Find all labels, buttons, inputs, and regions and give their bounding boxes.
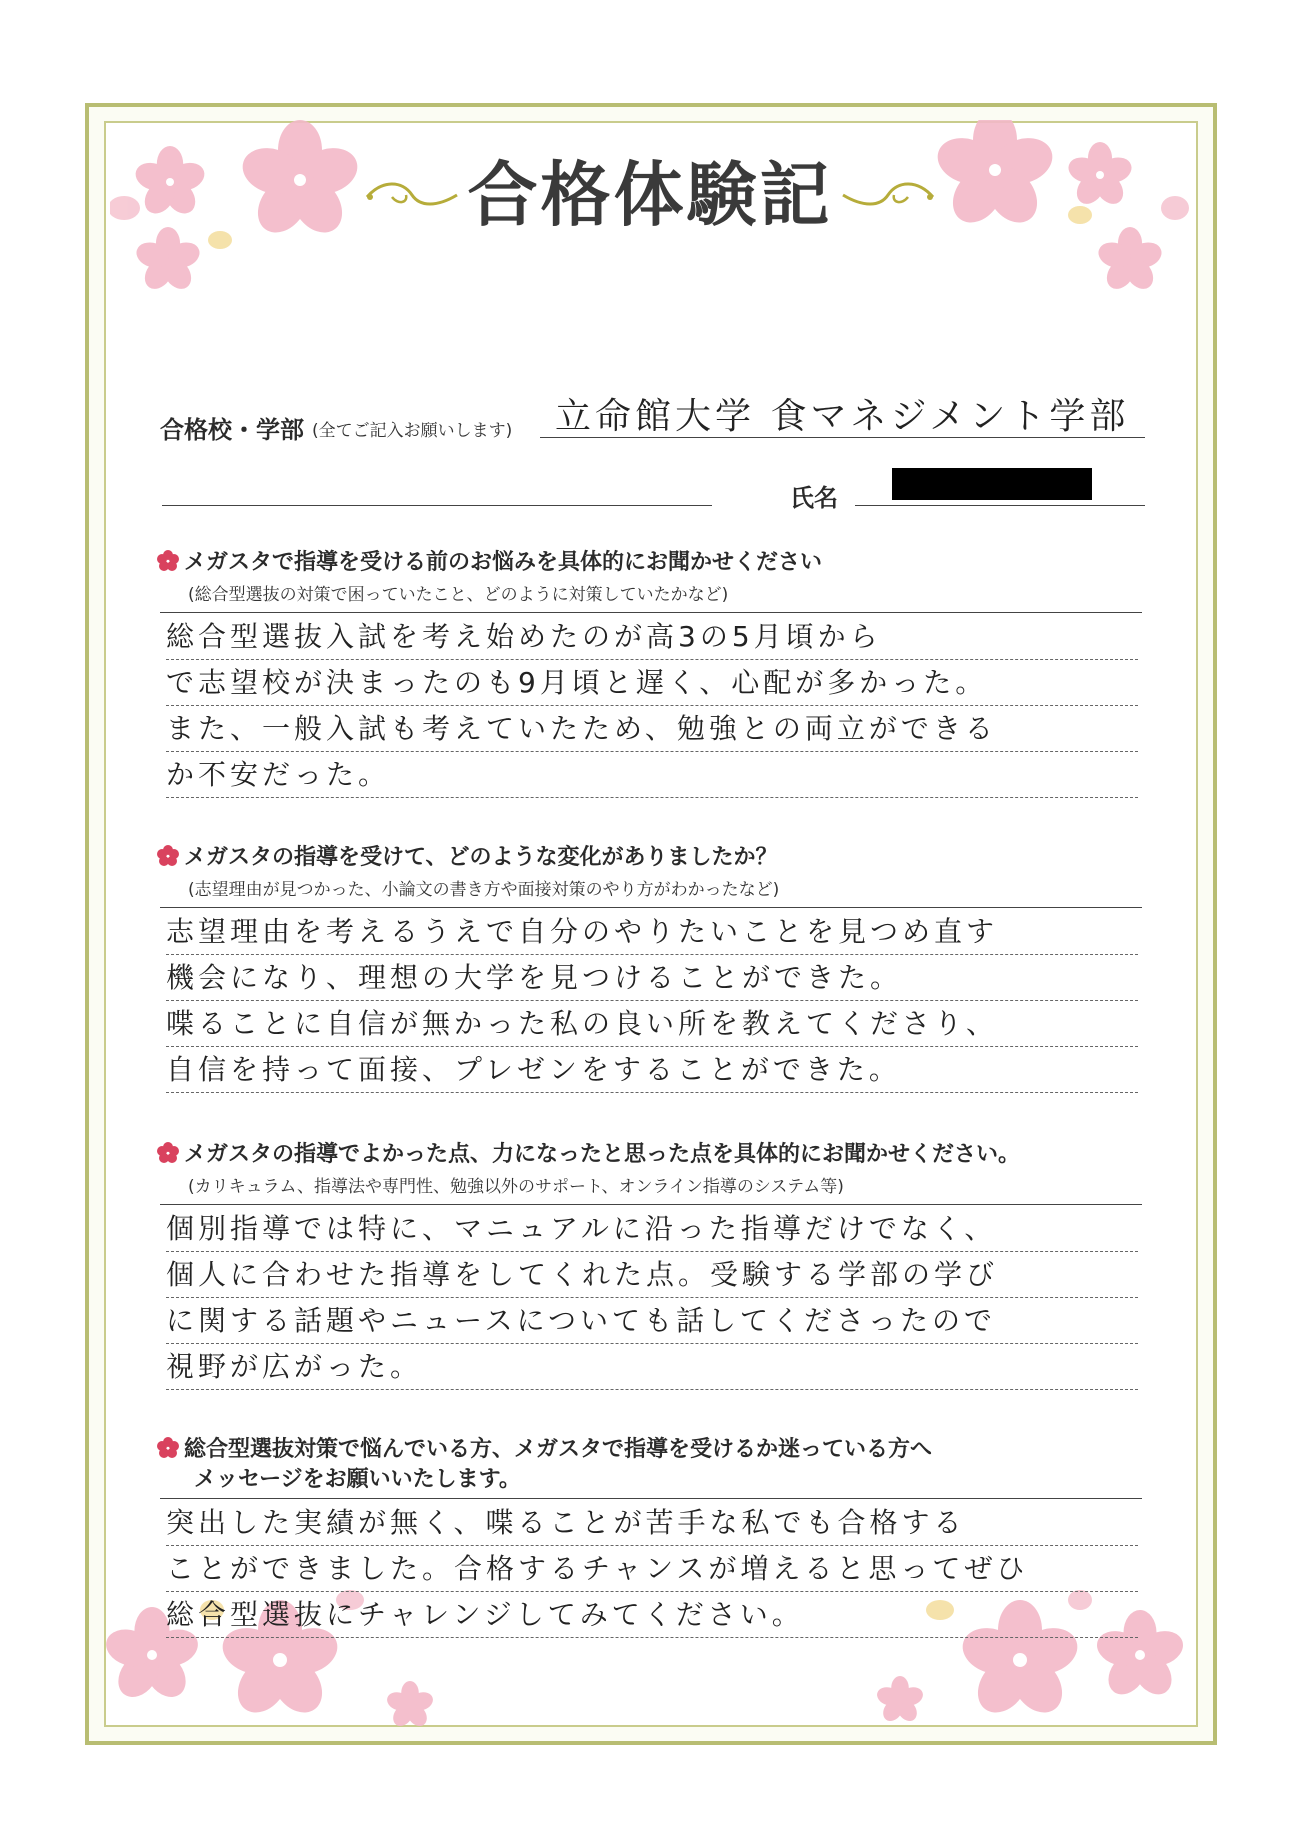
- answer-1-line-3: また、一般入試も考えていたため、勉強との両立ができる: [166, 706, 1138, 752]
- answer-3-top-line: [160, 1204, 1142, 1205]
- answer-3-line-2: 個人に合わせた指導をしてくれた点。受験する学部の学び: [166, 1252, 1138, 1298]
- school-note: (全てご記入お願いします): [312, 421, 513, 441]
- answer-4-top-line: [160, 1498, 1142, 1499]
- answer-1-line-1: 総合型選抜入試を考え始めたのが高3の5月頃から: [166, 614, 1138, 660]
- answer-3-line-4: 視野が広がった。: [166, 1344, 1138, 1390]
- title-area: [0, 150, 1300, 240]
- answer-4-line-2: ことができました。合格するチャンスが増えると思ってぜひ: [166, 1546, 1138, 1592]
- name-redaction: [892, 468, 1092, 500]
- answer-4-line-1: 突出した実績が無く、喋ることが苦手な私でも合格する: [166, 1500, 1138, 1546]
- question-1-note: (総合型選抜の対策で困っていたこと、どのように対策していたかなど): [188, 585, 729, 605]
- sakura-bullet-icon: [156, 844, 180, 868]
- question-4: 総合型選抜対策で悩んでいる方、メガスタで指導を受けるか迷っている方へ: [156, 1432, 932, 1463]
- answer-3-line-1: 個別指導では特に、マニュアルに沿った指導だけでなく、: [166, 1206, 1138, 1252]
- answer-2-line-4: 自信を持って面接、プレゼンをすることができた。: [166, 1047, 1138, 1093]
- question-2: メガスタの指導を受けて、どのような変化がありましたか？: [156, 840, 778, 871]
- name-label: 氏名: [790, 484, 838, 512]
- swirl-ornament-left-icon: [362, 175, 462, 215]
- school-underline: [540, 437, 1145, 438]
- name-underline: [855, 505, 1145, 506]
- answer-2-top-line: [160, 907, 1142, 908]
- answer-2-line-1: 志望理由を考えるうえで自分のやりたいことを見つめ直す: [166, 909, 1138, 955]
- sakura-bullet-icon: [156, 1436, 180, 1460]
- page-title: 合格体験記: [467, 153, 833, 236]
- question-3-note: (カリキュラム、指導法や専門性、勉強以外のサポート、オンライン指導のシステム等): [188, 1177, 844, 1197]
- answer-1-top-line: [160, 612, 1142, 613]
- question-4-line-2: メッセージをお願いいたします。: [194, 1467, 521, 1492]
- school-value[interactable]: 立命館大学 食マネジメント学部: [555, 396, 1130, 437]
- answer-3-line-3: に関する話題やニュースについても話してくださったので: [166, 1298, 1138, 1344]
- sakura-bullet-icon: [156, 549, 180, 573]
- answer-4-line-3: 総合型選抜にチャレンジしてみてください。: [166, 1592, 1138, 1638]
- answer-2-line-3: 喋ることに自信が無かった私の良い所を教えてくださり、: [166, 1001, 1138, 1047]
- answer-1-line-2: で志望校が決まったのも9月頃と遅く、心配が多かった。: [166, 660, 1138, 706]
- school-label: 合格校・学部: [160, 416, 304, 444]
- answer-2-line-2: 機会になり、理想の大学を見つけることができた。: [166, 955, 1138, 1001]
- school-underline-2: [162, 505, 712, 506]
- question-2-note: (志望理由が見つかった、小論文の書き方や面接対策のやり方がわかったなど): [188, 880, 780, 900]
- swirl-ornament-right-icon: [838, 175, 938, 215]
- question-1: メガスタで指導を受ける前のお悩みを具体的にお聞かせください: [156, 545, 822, 576]
- sakura-bullet-icon: [156, 1141, 180, 1165]
- question-3: メガスタの指導でよかった点、力になったと思った点を具体的にお聞かせください。: [156, 1137, 1020, 1168]
- answer-1-line-4: か不安だった。: [166, 752, 1138, 798]
